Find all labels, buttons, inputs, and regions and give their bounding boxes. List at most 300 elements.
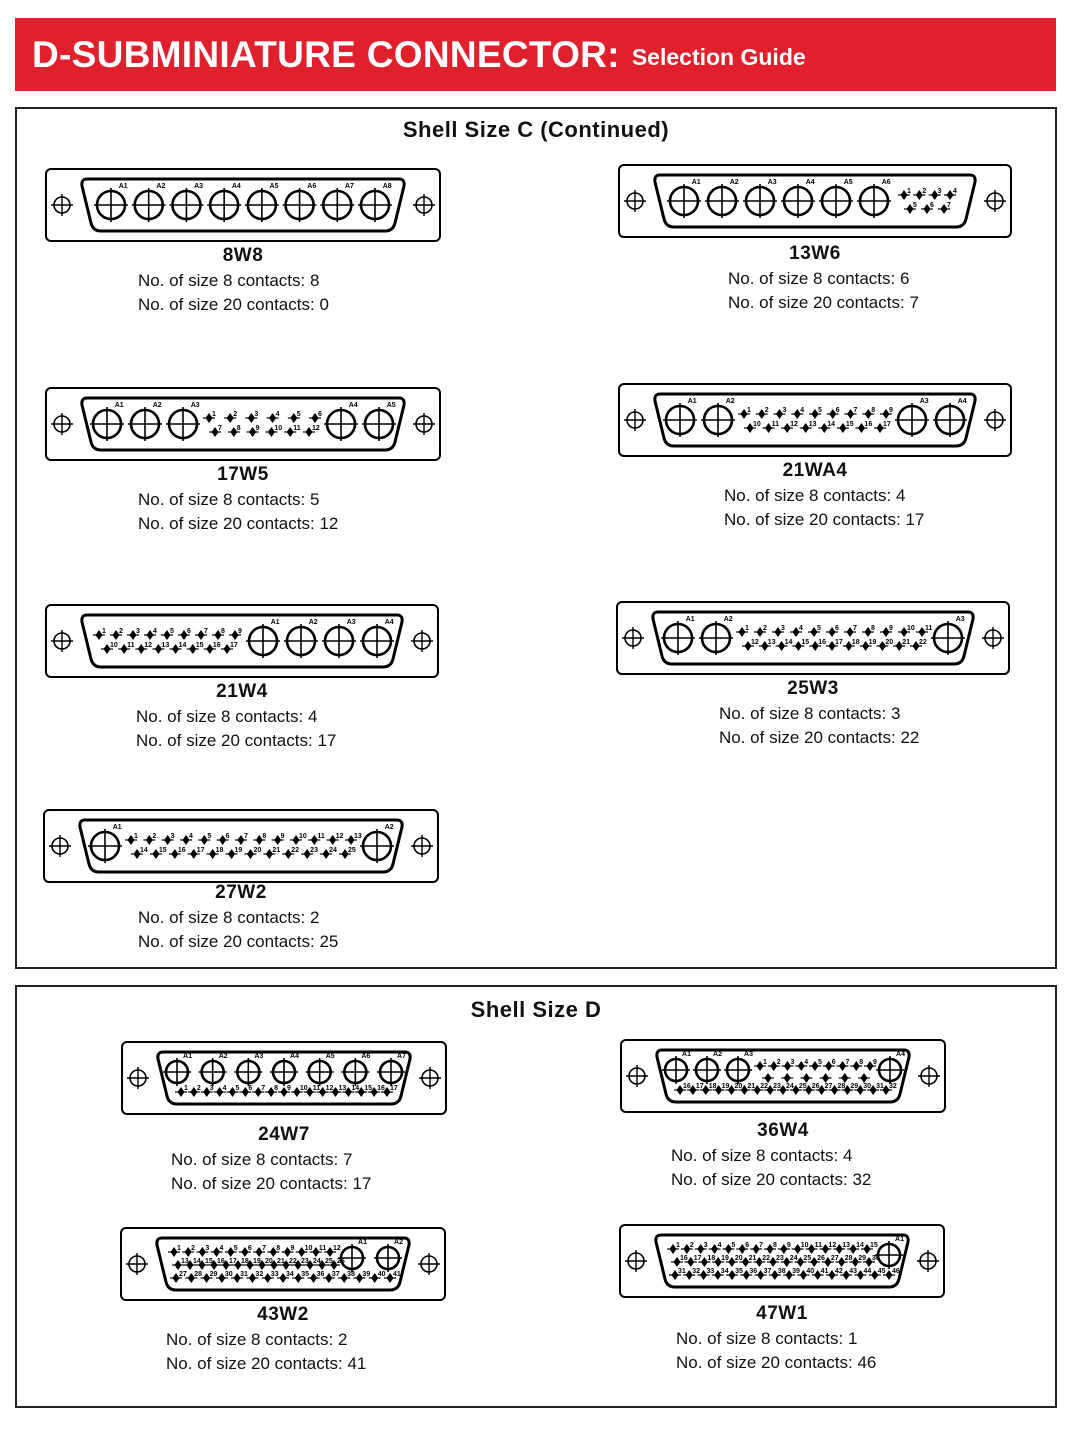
contact-label: 7 (759, 1242, 764, 1249)
contact-label: 5 (913, 202, 917, 209)
contact-label: A4 (290, 1053, 300, 1060)
contact-label: 35 (301, 1271, 310, 1278)
contact-label: 45 (877, 1268, 886, 1275)
contact-label: 7 (204, 628, 208, 635)
contact-label: 16 (217, 1258, 225, 1265)
connector-drawing (45, 384, 441, 464)
size8-count: 4 (842, 1146, 853, 1165)
contact-label: 28 (844, 1255, 853, 1262)
contact-label: 22 (760, 1083, 769, 1090)
contact-label: 9 (287, 1085, 291, 1092)
size8-label: No. of size 8 contacts: (138, 908, 306, 927)
contact-label: 13 (161, 642, 170, 649)
connector-drawing (620, 1036, 946, 1116)
contact-label: 33 (706, 1268, 715, 1275)
contact-label: 1 (212, 411, 216, 418)
contact-label: A2 (384, 824, 394, 831)
contact-label: 17 (229, 1258, 237, 1265)
contact-label: 21 (902, 639, 910, 646)
contact-label: 7 (947, 202, 951, 209)
contact-label: 30 (863, 1083, 872, 1090)
size8-contacts (138, 906, 338, 930)
contact-label: 3 (937, 188, 942, 195)
size20-label: No. of size 20 contacts: (728, 293, 905, 312)
contact-label: A3 (194, 183, 204, 190)
contact-label: A6 (881, 179, 891, 186)
connector-card (618, 161, 1012, 321)
contact-label: 37 (331, 1271, 340, 1278)
contact-label: A2 (394, 1239, 404, 1246)
size20-contacts (719, 726, 919, 750)
connector-drawing (45, 165, 441, 245)
contact-label: 4 (275, 411, 280, 418)
size20-contacts (171, 1172, 371, 1196)
contact-label: 10 (299, 833, 307, 840)
contact-label: 7 (853, 407, 858, 414)
contact-label: A2 (725, 398, 735, 405)
contact-label: 39 (792, 1268, 800, 1275)
contact-label: 6 (247, 1245, 252, 1252)
connector-code: 21W4 (216, 681, 268, 702)
contact-label: 16 (818, 639, 826, 646)
contact-label: 31 (678, 1268, 686, 1275)
size8-count: 6 (899, 269, 910, 288)
contact-label: 28 (194, 1271, 203, 1278)
size8-label: No. of size 8 contacts: (171, 1150, 339, 1169)
contact-label: 2 (191, 1245, 196, 1252)
contact-label: 4 (804, 1059, 809, 1066)
size8-label: No. of size 8 contacts: (724, 486, 892, 505)
contact-label: 6 (187, 628, 191, 635)
contact-label: 4 (717, 1242, 722, 1249)
contact-label: A1 (895, 1236, 905, 1243)
size20-label: No. of size 20 contacts: (138, 514, 315, 533)
contact-label: 8 (262, 833, 267, 840)
contact-label: 27 (824, 1083, 833, 1090)
contact-label: 12 (333, 1245, 341, 1252)
contact-specs (676, 1327, 876, 1375)
contact-label: A7 (344, 183, 354, 190)
connector-drawing (43, 806, 439, 886)
contact-label: 12 (828, 1242, 837, 1249)
contact-label: 21 (747, 1083, 756, 1090)
contact-label: A1 (687, 398, 697, 405)
size8-label: No. of size 8 contacts: (138, 271, 306, 290)
contact-label: 11 (318, 1245, 327, 1252)
contact-label: 16 (212, 642, 221, 649)
contact-label: 36 (316, 1271, 325, 1278)
contact-label: 6 (318, 411, 322, 418)
size20-contacts (166, 1352, 366, 1376)
section-title: Shell Size D (470, 997, 602, 1022)
connector-card (616, 598, 1010, 758)
contact-label: A1 (112, 824, 122, 831)
contact-label: 5 (296, 411, 301, 418)
contact-label: 12 (325, 1085, 334, 1092)
contact-label: 21 (272, 847, 281, 854)
contact-label: 43 (849, 1268, 857, 1275)
contact-label: 3 (782, 407, 787, 414)
connector-code: 8W8 (222, 245, 264, 266)
contact-label: A4 (231, 183, 241, 190)
size20-count: 25 (319, 932, 339, 951)
contact-label: A3 (767, 179, 777, 186)
contact-label: 5 (170, 628, 174, 635)
contact-label: 24 (789, 1255, 798, 1262)
contact-specs (138, 906, 338, 954)
connector-card (618, 380, 1012, 540)
size20-contacts (676, 1351, 876, 1375)
contact-label: 20 (265, 1258, 273, 1265)
size20-label: No. of size 20 contacts: (136, 731, 313, 750)
contact-label: 14 (140, 847, 148, 854)
size8-contacts (166, 1328, 366, 1352)
contact-label: 1 (102, 628, 106, 635)
contact-label: 20 (885, 639, 894, 646)
size20-contacts (138, 512, 338, 536)
size20-label: No. of size 20 contacts: (171, 1174, 348, 1193)
contact-label: 5 (235, 1085, 240, 1092)
contact-specs (138, 269, 329, 317)
contact-label: 13 (354, 833, 362, 840)
size8-count: 2 (309, 908, 320, 927)
connector-code: 25W3 (787, 678, 839, 699)
size8-contacts (138, 488, 338, 512)
contact-label: 20 (253, 847, 262, 854)
contact-label: 17 (230, 642, 238, 649)
contact-label: A1 (114, 402, 124, 409)
size20-contacts (138, 293, 329, 317)
contact-label: 9 (290, 1245, 295, 1252)
contact-label: 11 (312, 1085, 321, 1092)
contact-label: 16 (864, 421, 873, 428)
contact-specs (671, 1144, 871, 1192)
contact-label: 34 (720, 1268, 729, 1275)
contact-label: A4 (348, 402, 358, 409)
connector-card (619, 1221, 945, 1381)
contact-label: 13 (338, 1085, 347, 1092)
contact-label: 15 (870, 1242, 878, 1249)
contact-label: 15 (195, 642, 204, 649)
contact-label: A8 (382, 183, 392, 190)
size20-contacts (136, 729, 336, 753)
contact-label: 2 (233, 411, 238, 418)
contact-label: 3 (136, 628, 140, 635)
connector-card (121, 1038, 447, 1198)
size8-count: 7 (342, 1150, 353, 1169)
contact-label: 40 (806, 1268, 815, 1275)
contact-label: 6 (835, 625, 839, 632)
contact-label: 8 (871, 625, 875, 632)
size20-count: 17 (317, 731, 337, 750)
contact-label: 17 (695, 1083, 704, 1090)
contact-label: A5 (269, 183, 279, 190)
contact-label: A1 (691, 179, 701, 186)
contact-label: 38 (777, 1268, 786, 1275)
contact-specs (136, 705, 336, 753)
contact-label: 1 (676, 1242, 680, 1249)
size8-label: No. of size 8 contacts: (719, 704, 887, 723)
contact-label: 8 (236, 425, 241, 432)
contact-label: A3 (190, 402, 200, 409)
contact-label: 21 (748, 1255, 757, 1262)
contact-label: 37 (763, 1268, 772, 1275)
contact-label: 30 (224, 1271, 233, 1278)
size8-contacts (171, 1148, 371, 1172)
contact-label: A4 (384, 619, 394, 626)
contact-label: A7 (397, 1053, 407, 1060)
contact-label: A6 (307, 183, 317, 190)
contact-label: 6 (225, 833, 230, 840)
connector-drawing (618, 161, 1012, 241)
size8-count: 4 (307, 707, 318, 726)
contact-label: 8 (274, 1085, 279, 1092)
contact-label: 3 (703, 1242, 708, 1249)
contact-label: 7 (244, 833, 248, 840)
contact-label: 18 (215, 847, 224, 854)
contact-label: 16 (377, 1085, 385, 1092)
contact-label: A3 (955, 616, 965, 623)
contact-label: 42 (834, 1268, 843, 1275)
contact-label: 11 (127, 642, 135, 649)
contact-label: 19 (721, 1255, 729, 1262)
contact-label: 25 (803, 1255, 812, 1262)
contact-label: 6 (930, 202, 934, 209)
contact-label: 4 (153, 628, 157, 635)
contact-label: 6 (831, 1059, 836, 1066)
size8-count: 4 (895, 486, 906, 505)
connector-d-shell (80, 820, 402, 872)
contact-label: 14 (827, 421, 836, 428)
contact-label: 6 (745, 1242, 750, 1249)
contact-label: 26 (817, 1255, 825, 1262)
contact-label: 4 (799, 625, 803, 632)
document-title: D-SUBMINIATURE CONNECTOR: (32, 33, 620, 75)
contact-label: 23 (776, 1255, 784, 1262)
contact-label: 2 (119, 628, 123, 635)
contact-label: 8 (859, 1059, 864, 1066)
connector-card (45, 384, 441, 544)
contact-label: 31 (876, 1083, 884, 1090)
contact-label: 3 (170, 833, 175, 840)
contact-label: 19 (253, 1258, 261, 1265)
size20-contacts (671, 1168, 871, 1192)
size20-count: 46 (857, 1353, 877, 1372)
connector-code: 21WA4 (782, 460, 848, 481)
contact-specs (719, 702, 919, 750)
contact-label: 26 (811, 1083, 820, 1090)
contact-label: 11 (317, 833, 325, 840)
contact-label: 19 (234, 847, 243, 854)
contact-label: 5 (731, 1242, 736, 1249)
contact-label: 19 (721, 1083, 730, 1090)
contact-label: 34 (286, 1271, 294, 1278)
contact-label: 9 (255, 425, 260, 432)
contact-label: 1 (907, 188, 911, 195)
contact-label: A5 (386, 402, 396, 409)
contact-label: 17 (196, 847, 205, 854)
size8-contacts (136, 705, 336, 729)
contact-label: 9 (889, 625, 893, 632)
contact-label: 12 (790, 421, 798, 428)
connector-card (120, 1224, 446, 1384)
contact-label: 40 (377, 1271, 386, 1278)
connector-card (620, 1036, 946, 1196)
size8-label: No. of size 8 contacts: (728, 269, 896, 288)
size8-label: No. of size 8 contacts: (138, 490, 306, 509)
contact-label: A5 (843, 179, 853, 186)
contact-label: A2 (218, 1053, 228, 1060)
contact-label: 1 (184, 1085, 188, 1092)
size20-label: No. of size 20 contacts: (138, 932, 315, 951)
contact-label: 2 (689, 1242, 694, 1249)
contact-label: 11 (814, 1242, 822, 1249)
contact-label: 17 (390, 1085, 398, 1092)
contact-label: 16 (177, 847, 186, 854)
contact-label: 9 (280, 833, 285, 840)
contact-label: A1 (685, 616, 695, 623)
contact-label: 14 (784, 639, 793, 646)
contact-label: 22 (762, 1255, 771, 1262)
connector-drawing (121, 1038, 447, 1118)
size20-contacts (728, 291, 919, 315)
contact-label: 41 (820, 1268, 829, 1275)
contact-label: 8 (276, 1245, 281, 1252)
header-banner (15, 18, 1056, 91)
contact-label: 12 (335, 833, 344, 840)
contact-label: 12 (144, 642, 153, 649)
size8-count: 3 (890, 704, 901, 723)
contact-label: 3 (209, 1085, 214, 1092)
contact-label: 39 (362, 1271, 371, 1278)
connector-d-shell (82, 179, 404, 231)
size20-count: 22 (900, 728, 920, 747)
contact-label: 23 (310, 847, 318, 854)
connector-card (45, 165, 441, 325)
contact-label: 41 (393, 1271, 401, 1278)
contact-label: A4 (805, 179, 815, 186)
contact-label: A2 (729, 179, 739, 186)
contact-label: 18 (707, 1255, 716, 1262)
contact-label: A2 (156, 183, 166, 190)
contact-label: 7 (218, 425, 222, 432)
contact-label: 27 (830, 1255, 839, 1262)
contact-label: 5 (818, 407, 822, 414)
size20-label: No. of size 20 contacts: (724, 510, 901, 529)
contact-label: 3 (781, 625, 785, 632)
size8-contacts (676, 1327, 876, 1351)
contact-label: 32 (889, 1083, 897, 1090)
size20-count: 17 (905, 510, 925, 529)
contact-label: 36 (749, 1268, 758, 1275)
contact-label: 5 (817, 625, 821, 632)
contact-label: 22 (291, 847, 300, 854)
size8-contacts (724, 484, 924, 508)
contact-label: 46 (892, 1268, 900, 1275)
connector-code: 43W2 (257, 1304, 309, 1325)
contact-label: 15 (205, 1258, 213, 1265)
contact-label: 2 (196, 1085, 201, 1092)
contact-label: 28 (837, 1083, 846, 1090)
contact-label: 17 (835, 639, 843, 646)
contact-label: 29 (858, 1255, 867, 1262)
contact-label: 13 (808, 421, 817, 428)
contact-label: 44 (863, 1268, 872, 1275)
connector-card (43, 806, 439, 966)
contact-label: 13 (181, 1258, 189, 1265)
contact-label: 6 (248, 1085, 253, 1092)
contact-label: 18 (241, 1258, 249, 1265)
section-title: Shell Size C (Continued) (402, 117, 670, 142)
connector-drawing (616, 598, 1010, 678)
contact-label: 32 (255, 1271, 264, 1278)
connector-code: 47W1 (756, 1303, 808, 1324)
contact-label: 7 (261, 1085, 266, 1092)
contact-label: 4 (800, 407, 805, 414)
contact-label: 23 (301, 1258, 309, 1265)
size20-count: 7 (909, 293, 919, 312)
size8-contacts (719, 702, 919, 726)
contact-label: 13 (842, 1242, 851, 1249)
contact-label: A2 (723, 616, 733, 623)
contact-label: 3 (790, 1059, 795, 1066)
contact-label: 29 (850, 1083, 859, 1090)
connector-drawing (619, 1221, 945, 1301)
contact-label: A1 (118, 183, 128, 190)
contact-label: A1 (183, 1053, 193, 1060)
contact-label: 18 (851, 639, 860, 646)
contact-label: 24 (329, 847, 337, 854)
contact-label: 1 (134, 833, 138, 840)
size8-count: 5 (309, 490, 320, 509)
size20-count: 17 (352, 1174, 372, 1193)
contact-label: A1 (358, 1239, 368, 1246)
size20-label: No. of size 20 contacts: (719, 728, 896, 747)
connector-code: 24W7 (258, 1124, 310, 1145)
contact-specs (138, 488, 338, 536)
size8-contacts (671, 1144, 871, 1168)
size20-label: No. of size 20 contacts: (676, 1353, 853, 1372)
contact-specs (724, 484, 924, 532)
contact-label: 4 (219, 1245, 224, 1252)
contact-label: 5 (207, 833, 212, 840)
connector-card (45, 601, 439, 761)
contact-label: A2 (152, 402, 162, 409)
contact-label: 10 (274, 425, 283, 432)
contact-label: 22 (289, 1258, 297, 1265)
contact-specs (171, 1148, 371, 1196)
contact-label: A3 (744, 1051, 754, 1058)
contact-label: 24 (313, 1258, 321, 1265)
size20-label: No. of size 20 contacts: (671, 1170, 848, 1189)
connector-drawing (45, 601, 439, 681)
contact-label: 2 (763, 625, 767, 632)
size8-label: No. of size 8 contacts: (136, 707, 304, 726)
size20-label: No. of size 20 contacts: (166, 1354, 343, 1373)
section-shell-size-d (15, 985, 1057, 1408)
contact-label: 12 (312, 425, 320, 432)
contact-label: 8 (221, 628, 225, 635)
document-subtitle: Selection Guide (631, 44, 806, 70)
contact-label: 1 (745, 625, 749, 632)
size8-label: No. of size 8 contacts: (676, 1329, 844, 1348)
contact-label: 3 (254, 411, 259, 418)
connector-drawing (120, 1224, 446, 1304)
contact-label: 10 (304, 1245, 313, 1252)
section-shell-size-c (15, 107, 1057, 969)
contact-label: 31 (240, 1271, 248, 1278)
contact-label: 19 (868, 639, 877, 646)
